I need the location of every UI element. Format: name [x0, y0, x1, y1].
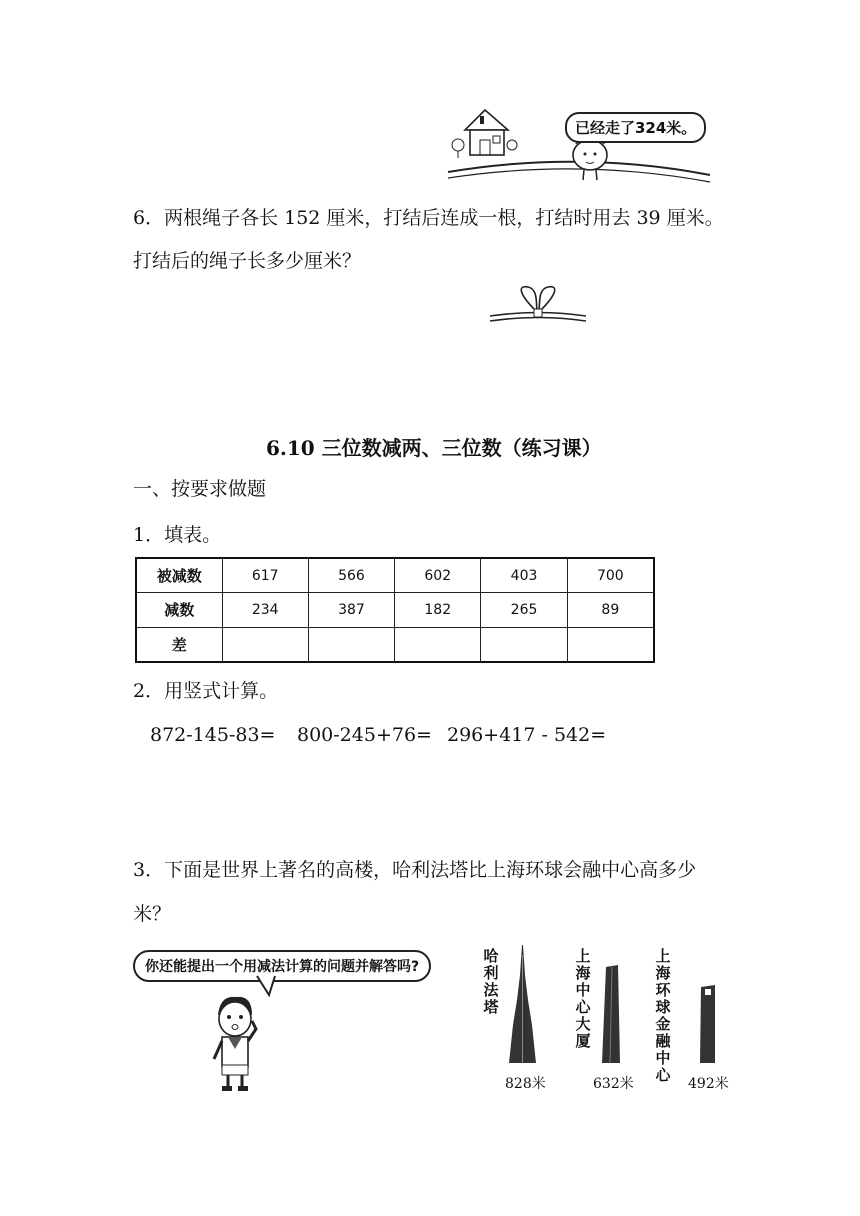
answer-cell[interactable] — [395, 627, 481, 662]
table-cell: 387 — [308, 593, 394, 627]
calc-expression-1: 872-145-83= — [150, 724, 276, 746]
table-cell: 265 — [481, 593, 567, 627]
answer-cell[interactable] — [222, 627, 308, 662]
table-cell: 182 — [395, 593, 481, 627]
building-shanghai-tower-icon — [600, 965, 622, 1063]
fill-table — [135, 557, 655, 663]
q6-text-line2: 打结后的绳子长多少厘米？ — [133, 250, 362, 272]
building-height-3: 492米 — [688, 1076, 729, 1092]
building-name-2: 上海中心大厦 — [575, 947, 591, 1050]
building-khalifa-icon — [505, 945, 540, 1063]
table-row — [136, 593, 654, 627]
table-cell: 403 — [481, 558, 567, 593]
speech-bubble-top: 已经走了324米。 — [565, 112, 706, 143]
table-cell: 234 — [222, 593, 308, 627]
answer-cell[interactable] — [481, 627, 567, 662]
q3-text-line2: 米？ — [133, 903, 172, 925]
q3-text-line1: 3．下面是世界上著名的高楼，哈利法塔比上海环球会融中心高多少 — [133, 859, 697, 881]
row-header: 差 — [136, 627, 222, 662]
table-cell: 617 — [222, 558, 308, 593]
q2-text: 2．用竖式计算。 — [133, 680, 279, 702]
table-cell: 566 — [308, 558, 394, 593]
building-height-1: 828米 — [505, 1076, 546, 1092]
building-name-1: 哈利法塔 — [483, 947, 499, 1016]
table-cell: 602 — [395, 558, 481, 593]
building-swfc-icon — [697, 985, 719, 1063]
table-cell: 700 — [567, 558, 654, 593]
section-title: 6.10 三位数减两、三位数（练习课） — [266, 436, 602, 460]
row-header: 减数 — [136, 593, 222, 627]
part-one-heading: 一、按要求做题 — [133, 478, 267, 500]
row-header: 被减数 — [136, 558, 222, 593]
rope-knot-illustration — [488, 283, 588, 328]
boy-icon — [200, 993, 270, 1093]
building-name-3: 上海环球金融中心 — [655, 947, 671, 1084]
table-row — [136, 558, 654, 593]
building-height-2: 632米 — [593, 1076, 634, 1092]
q1-text: 1．填表。 — [133, 524, 222, 546]
boy-speech-bubble: 你还能提出一个用减法计算的问题并解答吗? — [133, 950, 431, 982]
answer-cell[interactable] — [308, 627, 394, 662]
table-cell: 89 — [567, 593, 654, 627]
table-row — [136, 627, 654, 662]
calc-expression-2: 800-245+76= — [297, 724, 432, 746]
calc-expression-3: 296+417 - 542= — [447, 724, 607, 746]
answer-cell[interactable] — [567, 627, 654, 662]
q6-text-line1: 6．两根绳子各长 152 厘米，打结后连成一根，打结时用去 39 厘米。 — [133, 207, 724, 229]
